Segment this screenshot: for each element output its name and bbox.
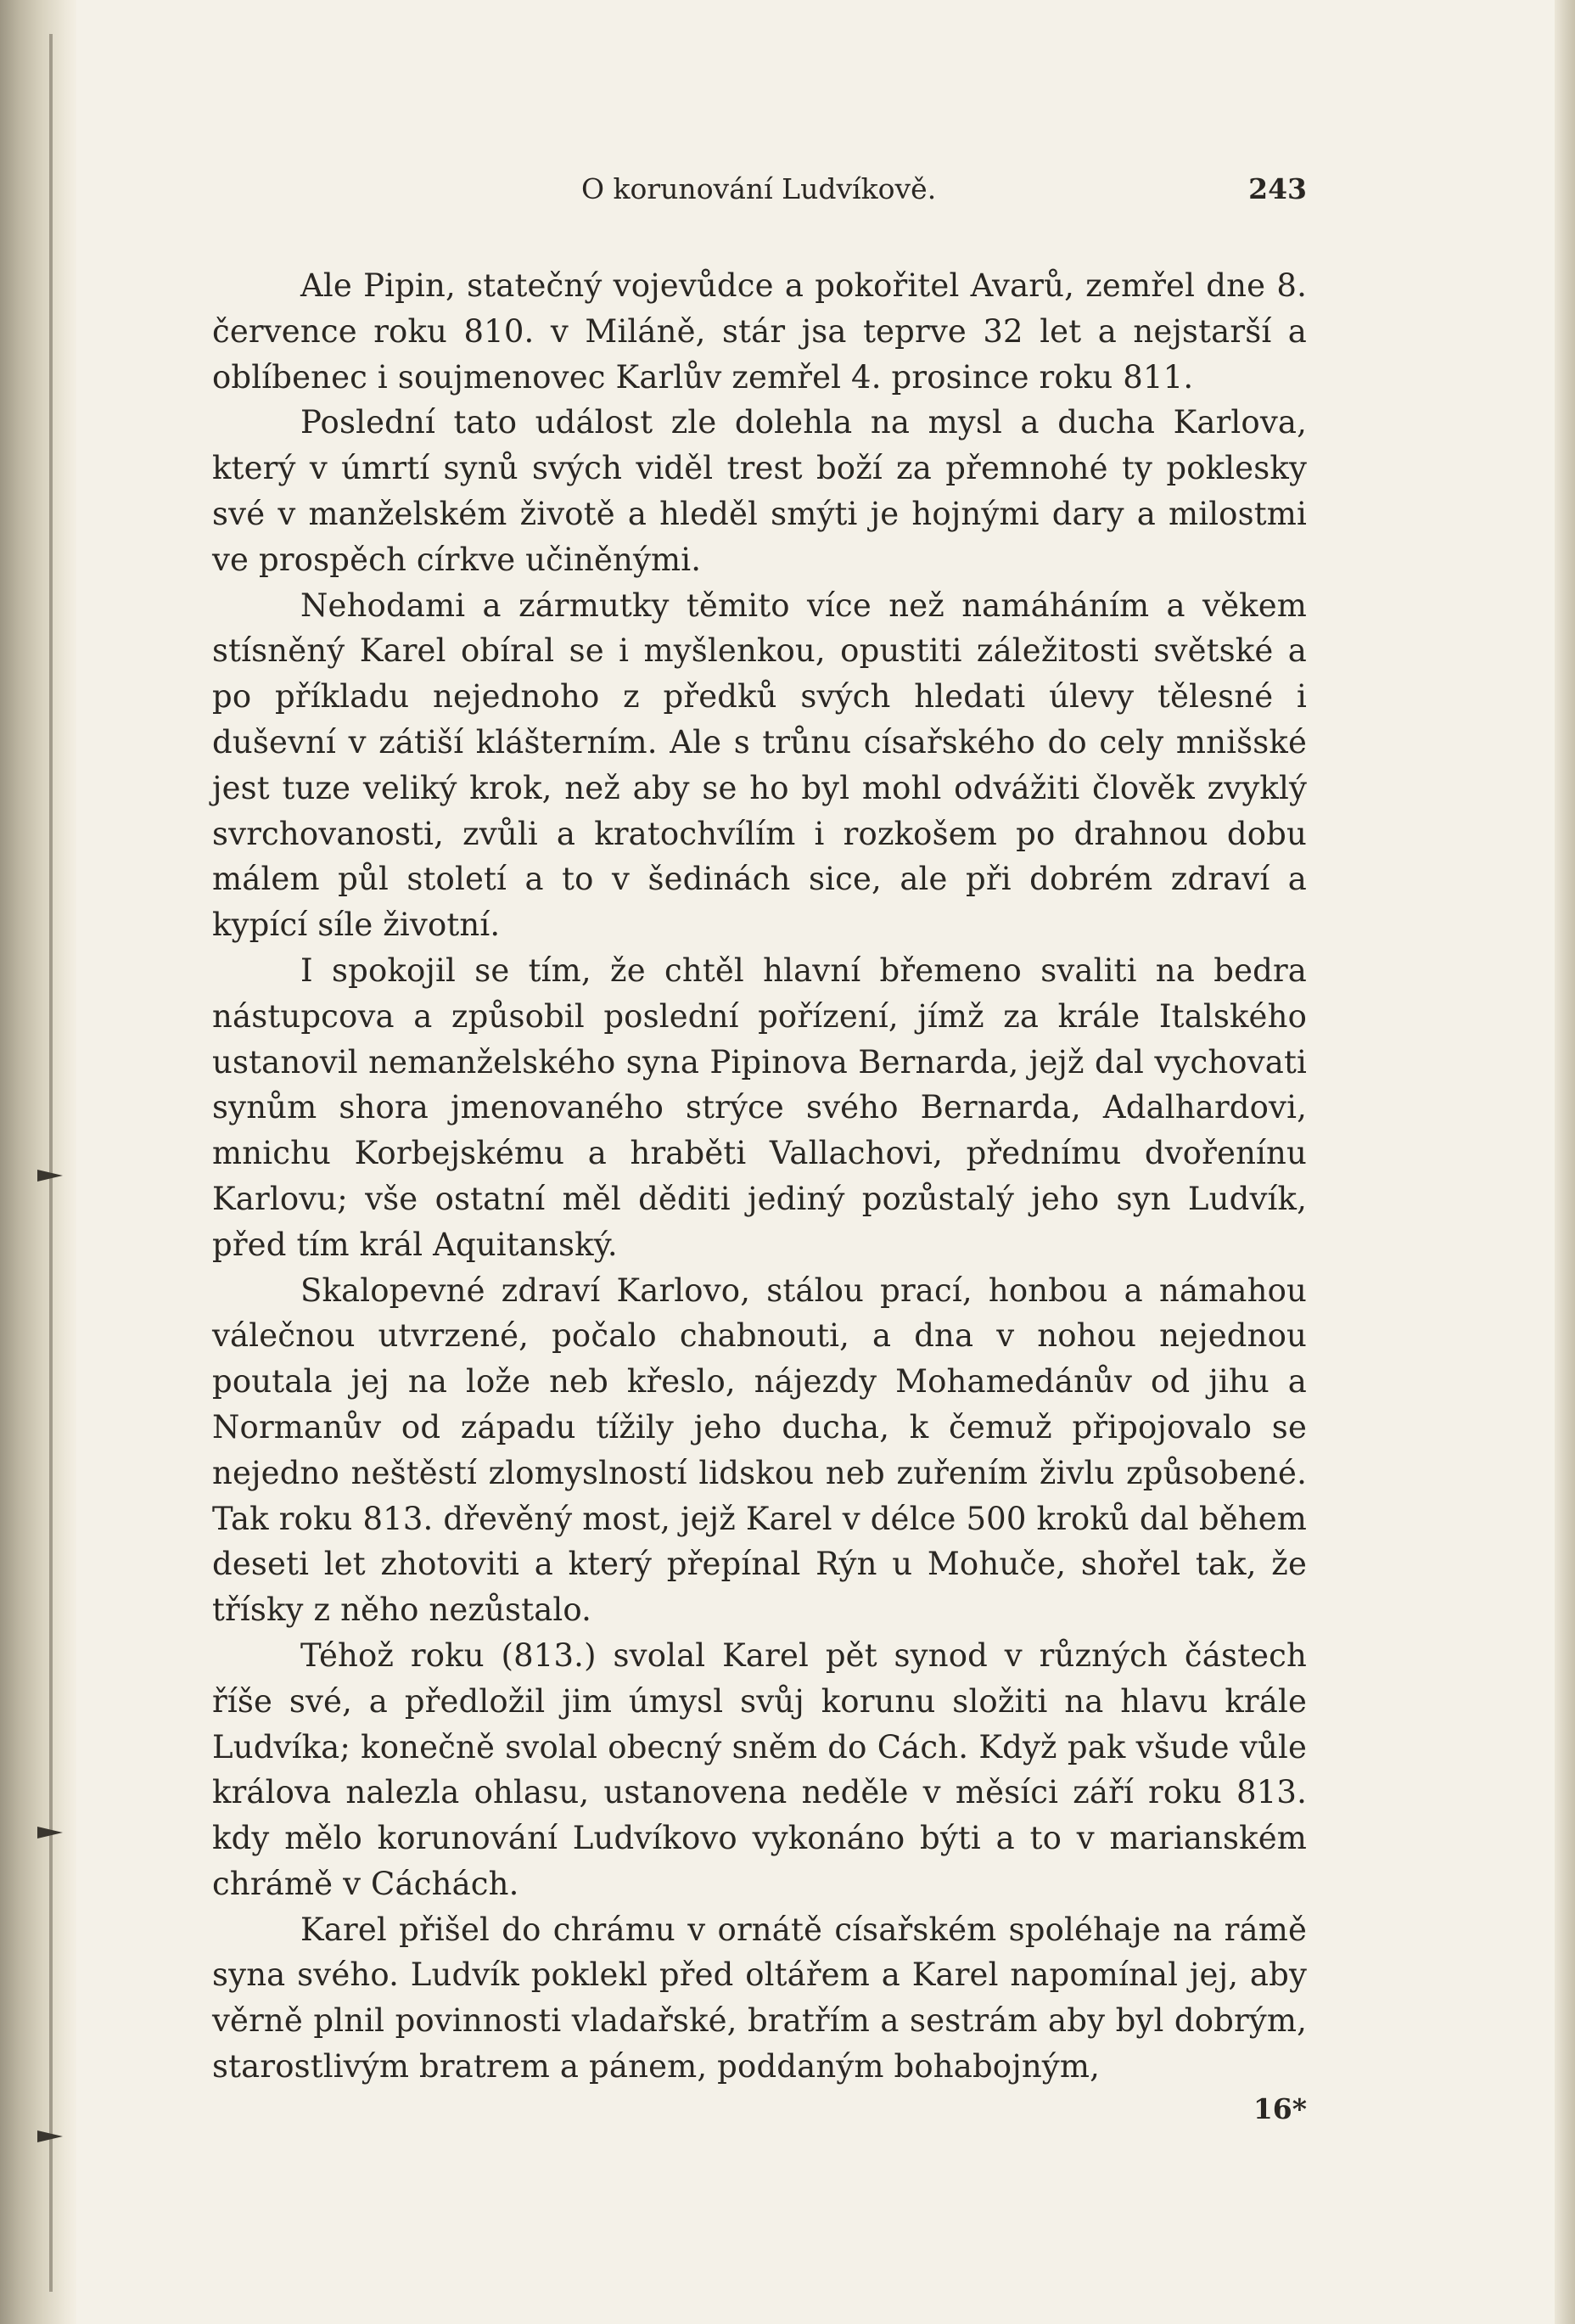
paragraph: Ale Pipin, statečný vojevůdce a pokořitel Avarů, zemřel dne 8. července roku 810. v Miláně, stár jsa teprve 32 let a nejstarší a oblíbenec i soujmenovec Karlův zemřel 4. prosince roku 811. [212,267,1307,396]
body-text [212,263,1307,2090]
paragraph: I spokojil se tím, že chtěl hlavní břemeno svaliti na bedra nástupcova a způsobil poslední pořízení, jímž za krále Italského ustanovil nemanželského syna Pipinova Bernarda, jejž dal vychovati synům shora jmenovaného strýce svého Bernarda, Adalhardovi, mnichu Korbejskému a hraběti Vallachovi, přednímu dvořenínu Karlovu; vše ostatní měl děditi jediný pozůstalý jeho syn Ludvík, před tím král Aquitanský. [212,951,1307,1263]
running-head [212,170,1307,209]
book-gutter [0,0,76,2324]
paragraph: Poslední tato událost zle dolehla na mysl a ducha Karlova, který v úmrtí synů svých viděl trest boží za přemnohé ty poklesky své v manželském životě a hleděl smýti je hojnými dary a milostmi ve prospěch církve učiněnými. [212,404,1307,578]
page-number: 243 [1248,172,1307,205]
page-content [212,170,1307,2125]
paragraph: Téhož roku (813.) svolal Karel pět synod v různých částech říše své, a předložil jim úmysl svůj korunu složiti na hlavu krále Ludvíka; konečně svolal obecný sněm do Cách. Když pak všude vůle králova nalezla ohlasu, ustanovena neděle v měsíci září roku 813. kdy mělo korunování Ludvíkovo vykonáno býti a to v marianském chrámě v Cáchách. [212,1636,1307,1902]
signature-mark: 16* [1253,2092,1307,2125]
paragraph: Nehodami a zármutky těmito více než namáháním a věkem stísněný Karel obíral se i myšlenkou, opustiti záležitosti světské a po příkladu nejednoho z předků svých hledati úlevy tělesné i duševní v zátiší klášterním. Ale s trůnu císařského do cely mnišské jest tuze veliký krok, než aby se ho byl mohl odvážiti člověk zvyklý svrchovanosti, zvůli a kratochvílím i rozkošem po drahnou dobu málem půl století a to v šedinách sice, ale při dobrém zdraví a kypící síle životní. [212,587,1307,944]
running-title: O korunování Ludvíkově. [581,172,937,205]
page-edge [1555,0,1575,2324]
paragraph: Karel přišel do chrámu v ornátě císařském spoléhaje na rámě syna svého. Ludvík poklekl před oltářem a Karel napomínal jej, aby věrně plnil povinnosti vladařské, bratřím a sestrám aby byl dobrým, starostlivým bratrem a pánem, poddaným bohabojným, [212,1911,1307,2085]
spine-line [49,34,53,2292]
paragraph: Skalopevné zdraví Karlovo, stálou prací, honbou a námahou válečnou utvrzené, počalo chabnouti, a dna v nohou nejednou poutala jej na lože neb křeslo, nájezdy Mohamedánův od jihu a Normanův od západu tížily jeho ducha, k čemuž připojovalo se nejedno neštěstí zlomyslností lidskou neb zuřením živlu způsobené. Tak roku 813. dřevěný most, jejž Karel v délce 500 kroků dal během deseti let zhotoviti a který přepínal Rýn u Mohuče, shořel tak, že třísky z něho nezůstalo. [212,1271,1307,1629]
